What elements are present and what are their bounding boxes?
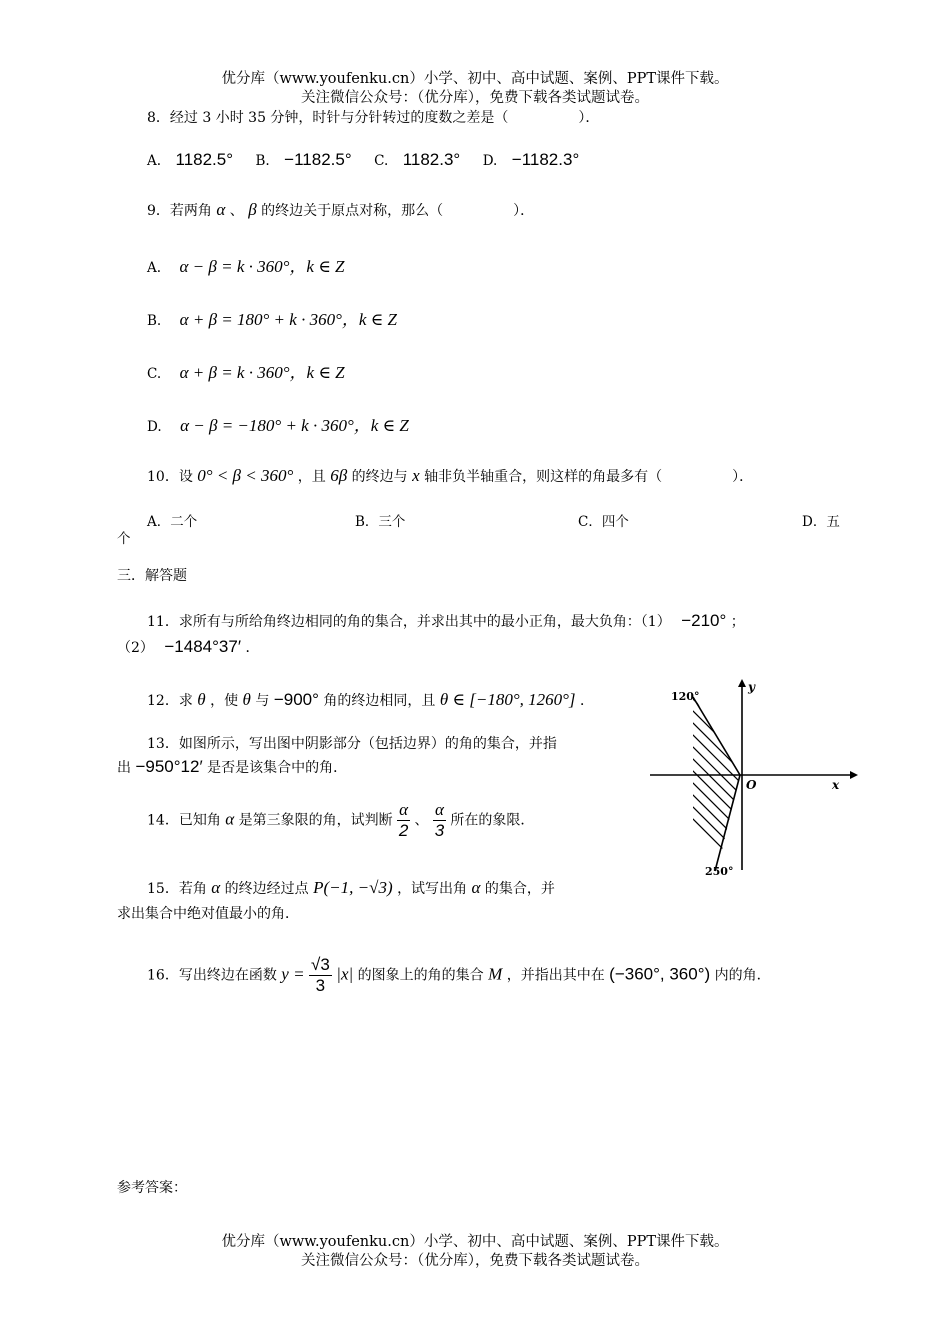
q9-option-d-label: D. [147,419,162,435]
header-line-2: 关注微信公众号：（优分库），免费下载各类试题试卷。 [301,90,649,106]
q9-option-c [147,358,345,383]
question-13-line-1: 13．如图所示，写出图中阴影部分（包括边界）的角的集合，并指 [147,736,557,752]
q9-option-d [147,411,409,436]
q11-semi: ； [730,614,745,630]
label-x: x [832,778,840,792]
q8-option-c-label: C. [374,153,389,169]
q11-value-2: −1484°37′ [164,637,242,656]
footer-line-2: 关注微信公众号：（优分库），免费下载各类试题试卷。 [301,1253,649,1269]
q16-frac-den: 3 [315,976,326,995]
q14-mid: 是第三象限的角，试判断 [238,812,393,829]
header-line-1: 优分库（www.youfenku.cn）小学、初中、高中试题、案例、PPT课件下载。 [221,71,729,87]
q10-range: 0° < β < 360° [197,466,294,485]
q12-value: −900° [273,690,319,709]
q9-option-b-value: α + β = 180° + k · 360°，k ∈ Z [179,310,397,329]
question-11-line-1 [147,611,745,631]
q10-option-a: A．二个 [147,514,198,530]
q9-post: 的终边关于原点对称，那么（ ）． [261,203,535,219]
q15-point: P(−1, −√3) [313,878,393,897]
q8-option-b-label: B. [255,153,270,169]
q16-interval: (−360°, 360°) [609,964,711,984]
q14-sep: 、 [414,812,429,829]
q16-post: 内的角． [714,967,771,984]
q16-frac-num: √3 [311,955,330,974]
q15-post-2: 的集合，并 [484,881,555,897]
q9-option-a-label: A. [147,260,162,276]
q8-option-b-value: −1182.5° [284,150,352,169]
q9-option-a-value: α − β = k · 360°，k ∈ Z [179,257,345,276]
q14-post: 所在的象限． [450,812,535,829]
q13-value: −950°12′ [135,757,203,776]
question-10-text [147,466,753,486]
y-axis-arrow-icon [738,679,746,687]
question-14-text [147,800,534,841]
q11-end: ． [245,640,260,656]
q16-mid-2: ，并指出其中在 [506,967,605,984]
q16-set-m: M [488,964,503,984]
q15-post: ，试写出角 [397,881,468,897]
q15-alpha: α [211,878,221,897]
q9-alpha: α [216,200,226,219]
q10-x: x [412,466,420,485]
question-13-line-2 [117,757,347,777]
q12-end: ． [580,693,594,709]
q16-func-abs: |x| [336,964,354,984]
q9-option-b [147,305,397,330]
q16-func-lhs: y = [281,964,305,984]
q14-fraction-2 [433,800,446,841]
q8-option-d-value: −1182.3° [511,150,580,169]
q9-option-d-value: α − β = −180° + k · 360°，k ∈ Z [180,416,409,435]
q10-option-d-wrap: 个 [117,531,131,547]
q16-fraction [309,955,332,996]
x-axis-arrow-icon [850,771,858,779]
q10-six-beta: 6β [330,466,348,485]
ray-250 [715,775,740,871]
label-y: y [748,680,755,694]
q12-pre: 12．求 [147,693,193,709]
q8-option-d-label: D. [482,153,498,169]
q12-theta-2: θ [242,690,251,709]
q11-value-1: −210° [681,611,727,630]
q8-option-c-value: 1182.3° [402,150,461,169]
q16-pre: 16．写出终边在函数 [147,967,277,984]
question-16-text [147,955,771,996]
question-9-text [147,200,534,220]
q8-option-a-value: 1182.5° [175,150,234,169]
q13-post: 是否是该集合中的角． [207,760,348,776]
q9-option-c-value: α + β = k · 360°，k ∈ Z [179,363,345,382]
q12-mid2: 与 [255,693,270,709]
q12-mid3: 角的终边相同，且 [323,693,436,709]
q8-option-a-label: A. [147,153,162,169]
q9-option-b-label: B. [147,313,162,329]
q14-alpha: α [225,809,235,829]
q16-mid: 的图象上的角的集合 [357,967,484,984]
question-15-line-1 [147,878,555,898]
question-11-line-2 [117,637,259,657]
q11-part-2: （2） [117,640,154,656]
answers-title: 参考答案： [117,1180,187,1196]
q14-frac1-num: α [399,800,409,819]
q14-frac1-den: 2 [398,821,409,840]
question-12-text [147,690,594,710]
q9-pre: 9．若两角 [147,203,212,219]
q10-mid2: 的终边与 [351,469,408,485]
q10-pre: 10．设 [147,469,193,485]
q13-pre: 出 [117,760,131,776]
q14-pre: 14．已知角 [147,812,221,829]
angle-figure [645,675,860,885]
q14-frac2-den: 3 [434,821,445,840]
q9-option-c-label: C. [147,366,162,382]
q15-pre: 15．若角 [147,881,207,897]
q9-sep: 、 [229,203,244,219]
q10-option-c: C．四个 [578,514,629,530]
q10-option-b: B．三个 [355,514,406,530]
label-origin: O [746,778,757,792]
q14-fraction-1 [397,800,410,841]
q11-text: 11．求所有与所给角终边相同的角的集合，并求出其中的最小正角，最大负角：（1） [147,614,671,630]
q10-post: 轴非负半轴重合，则这样的角最多有（ ）． [424,469,754,485]
q15-mid: 的终边经过点 [224,881,309,897]
q12-theta: θ [197,690,206,709]
q10-mid1: ，且 [297,469,326,485]
q9-option-a [147,252,345,277]
q9-beta: β [248,200,257,219]
question-8-text: 8．经过 3 小时 35 分钟，时针与分针转过的度数之差是（ ）． [147,110,600,126]
q12-mid1: ，使 [210,693,239,709]
footer-line-1: 优分库（www.youfenku.cn）小学、初中、高中试题、案例、PPT课件下载。 [221,1234,729,1250]
label-120: 120° [671,690,700,703]
q14-frac2-num: α [434,800,444,819]
question-8-options [147,150,579,170]
label-250: 250° [705,865,734,878]
ray-120 [693,697,740,775]
question-15-line-2: 求出集合中绝对值最小的角． [117,906,299,922]
q10-option-d: D．五 [802,514,840,530]
shaded-region [675,681,755,881]
section-title: 三．解答题 [117,568,187,584]
q15-alpha-2: α [471,878,481,897]
q12-condition: θ ∈ [−180°, 1260°] [439,690,576,709]
